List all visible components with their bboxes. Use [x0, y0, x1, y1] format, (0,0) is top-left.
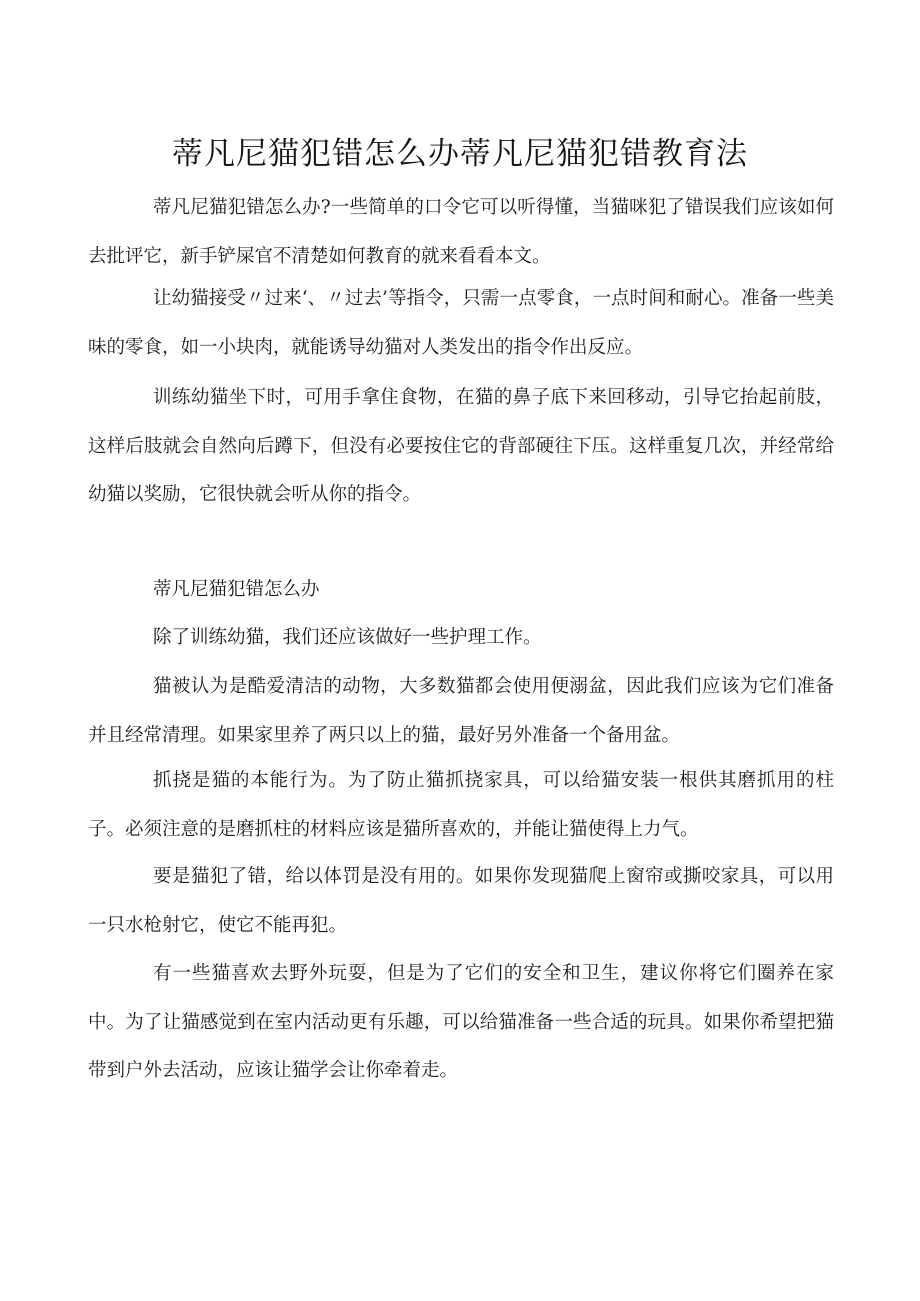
paragraph-care: 除了训练幼猫，我们还应该做好一些护理工作。 [153, 627, 542, 648]
paragraph-commands: 让幼猫接受〃过来‘、〃过去’等指令，只需一点零食，一点时间和耐心。准备一些美味的零食，如一小块肉，就能诱导幼猫对人类发出的指令作出反应。 [88, 288, 834, 358]
paragraph-intro: 蒂凡尼猫犯错怎么办?一些简单的口令它可以听得懂，当猫咪犯了错误我们应该如何去批评它，新手铲屎官不清楚如何教育的就来看看本文。 [88, 197, 834, 267]
paragraph-litter: 猫被认为是酷爱清洁的动物，大多数猫都会使用便溺盆，因此我们应该为它们准备并且经常清理。如果家里养了两只以上的猫，最好另外准备一个备用盆。 [88, 676, 834, 746]
paragraph-punishment: 要是猫犯了错，给以体罚是没有用的。如果你发现猫爬上窗帘或撕咬家具，可以用一只水枪射它，使它不能再犯。 [88, 866, 834, 936]
section-heading: 蒂凡尼猫犯错怎么办 [153, 579, 320, 600]
page-title: 蒂凡尼猫犯错怎么办蒂凡尼猫犯错教育法 [172, 136, 748, 172]
paragraph-indoor: 有一些猫喜欢去野外玩耍，但是为了它们的安全和卫生，建议你将它们圈养在家中。为了让猫感觉到在室内活动更有乐趣，可以给猫准备一些合适的玩具。如果你希望把猫带到户外去活动，应该让猫学会让你牵着走。 [88, 963, 834, 1081]
paragraph-scratching: 抓挠是猫的本能行为。为了防止猫抓挠家具，可以给猫安装一根供其磨抓用的柱子。必须注意的是磨抓柱的材料应该是猫所喜欢的，并能让猫使得上力气。 [88, 770, 834, 840]
paragraph-sit-training: 训练幼猫坐下时，可用手拿住食物，在猫的鼻子底下来回移动，引导它抬起前肢，这样后肢就会自然向后蹲下，但没有必要按住它的背部硬往下压。这样重复几次，并经常给幼猫以奖励，它很快就会听从你的指令。 [88, 387, 834, 505]
